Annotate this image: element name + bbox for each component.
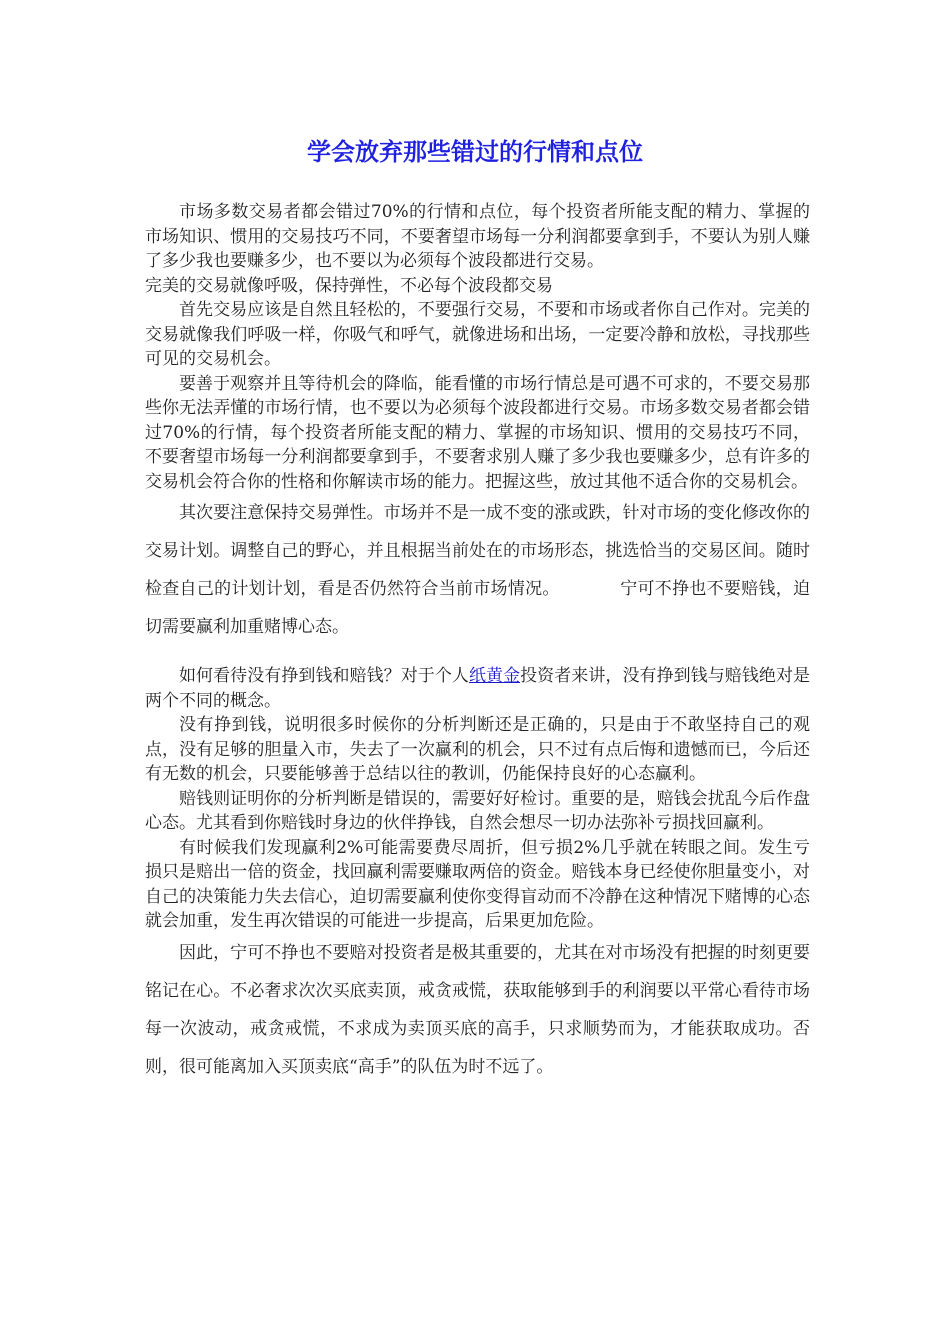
paragraph-10: 因此，宁可不挣也不要赔对投资者是极其重要的，尤其在对市场没有把握的时刻更要铭记在心。不必奢求次次买底卖顶，戒贪戒慌，获取能够到手的利润要以平常心看待市场每一次波动，戒贪戒慌，不求成为卖顶买底的高手，只求顺势而为，才能获取成功。否则，很可能离加入买顶卖底“高手”的队伍为时不远了。 (145, 942, 810, 1077)
paragraph-5: 其次要注意保持交易弹性。市场并不是一成不变的涨或跌，针对市场的变化修改你的交易计划。调整自己的野心，并且根据当前处在的市场形态，挑选恰当的交易区间。随时检查自己的计划计划，看是否仍然符合当前市场情况。 宁可不挣也不要赔钱，迫切需要赢利加重赌博心态。 (145, 503, 810, 637)
document-body (145, 200, 810, 1086)
gold-paper-link[interactable]: 纸黄金 (468, 666, 521, 686)
document-title: 学会放弃那些错过的行情和点位 (307, 138, 643, 166)
paragraph-2: 完美的交易就像呼吸，保持弹性，不必每个波段都交易 (145, 275, 553, 296)
paragraph-6-after: 投资者来讲，没有挣到钱与赔钱绝对是两个不同的概念。 (145, 666, 811, 711)
paragraph-4: 要善于观察并且等待机会的降临，能看懂的市场行情总是可遇不可求的，不要交易那些你无法弄懂的市场行情，也不要以为必须每个波段都进行交易。市场多数交易者都会错过70%的行情，每个投资者所能支配的精力、掌握的市场知识、惯用的交易技巧不同，不要奢望市场每一分利润都要拿到手，不要奢求别人赚了多少我也要赚多少，总有许多的交易机会符合你的性格和你解读市场的能力。把握这些，放过其他不适合你的交易机会。 (145, 373, 810, 492)
paragraph-6 (145, 664, 810, 713)
paragraph-1: 市场多数交易者都会错过70%的行情和点位，每个投资者所能支配的精力、掌握的市场知识、惯用的交易技巧不同，不要奢望市场每一分利润都要拿到手，不要认为别人赚了多少我也要赚多少，也不要以为必须每个波段都进行交易。 (145, 202, 810, 271)
paragraph-9: 有时候我们发现赢利2%可能需要费尽周折，但亏损2%几乎就在转眼之间。发生亏损只是赔出一倍的资金，找回赢利需要赚取两倍的资金。赔钱本身已经使你胆量变小，对自己的决策能力失去信心，迫切需要赢利使你变得盲动而不冷静在这种情况下赌博的心态就会加重，发生再次错误的可能进一步提高，后果更加危险。 (145, 837, 810, 931)
paragraph-6-before: 如何看待没有挣到钱和赔钱？对于个人 (179, 666, 469, 686)
paragraph-7: 没有挣到钱，说明很多时候你的分析判断还是正确的，只是由于不敢坚持自己的观点，没有足够的胆量入市，失去了一次赢利的机会，只不过有点后悔和遗憾而已，今后还有无数的机会，只要能够善于总结以往的教训，仍能保持良好的心态赢利。 (145, 715, 810, 784)
paragraph-3: 首先交易应该是自然且轻松的，不要强行交易，不要和市场或者你自己作对。完美的交易就像我们呼吸一样，你吸气和呼气，就像进场和出场，一定要冷静和放松，寻找那些可见的交易机会。 (145, 300, 810, 369)
paragraph-8: 赔钱则证明你的分析判断是错误的，需要好好检讨。重要的是，赔钱会扰乱今后作盘心态。尤其看到你赔钱时身边的伙伴挣钱，自然会想尽一切办法弥补亏损找回赢利。 (145, 788, 810, 833)
